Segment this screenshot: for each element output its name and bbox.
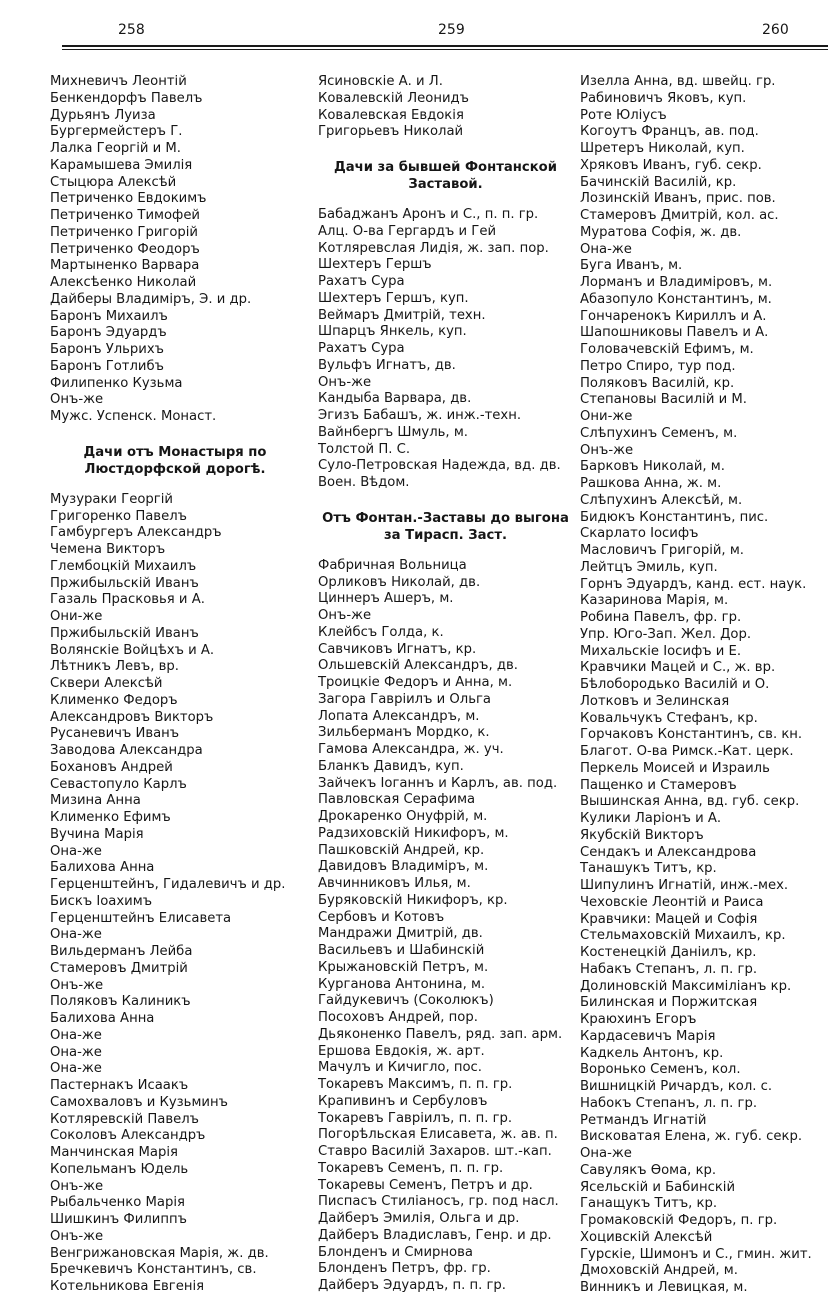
list-item: Загора Гавріилъ и Ольга xyxy=(318,691,491,707)
list-col1-block2 xyxy=(50,492,300,1296)
list-item: Волянскіе Войцѣхъ и А. xyxy=(50,642,215,658)
list-item: Васильевъ и Шабинскій xyxy=(318,943,485,958)
list-item: Горчаковъ Константинъ, св. кн. xyxy=(580,727,803,743)
list-item: Дмоховскій Андрей, м. xyxy=(580,1263,738,1279)
list-item: Рахатъ Сура xyxy=(318,274,405,289)
list-item: Дайберы Владиміръ, Э. и др. xyxy=(50,291,252,307)
list-item: Масловичъ Григорій, м. xyxy=(580,543,744,558)
list-item: Мартыненко Варвара xyxy=(50,258,200,274)
list-item: Кандыба Варвара, дв. xyxy=(318,391,472,407)
list-item: Крапивинъ и Сербуловъ xyxy=(318,1093,488,1109)
list-item: Петриченко Тимофей xyxy=(50,208,201,223)
list-item: Манчинская Марія xyxy=(50,1145,178,1160)
list-col1-block1 xyxy=(50,74,300,426)
column-3 xyxy=(580,74,835,1297)
list-item: Котельникова Евгенія xyxy=(50,1279,205,1294)
list-item: Пржибыльскій Иванъ xyxy=(50,625,199,641)
list-item: Она-же xyxy=(580,1146,632,1161)
list-item: Она-же xyxy=(50,1061,102,1077)
list-item: Писпасъ Стиліаносъ, гр. под насл. xyxy=(318,1194,559,1210)
list-item: Бидюкъ Константинъ, пис. xyxy=(580,509,769,525)
list-item: Громаковскій Федоръ, п. гр. xyxy=(580,1213,778,1228)
list-item: Онъ-же xyxy=(50,977,104,993)
list-item: Гамова Александра, ж. уч. xyxy=(318,742,504,757)
list-item: Пашковскій Андрей, кр. xyxy=(318,842,485,858)
list-item: Лопата Александръ, м. xyxy=(318,708,480,724)
list-item: Токаревы Семенъ, Петръ и др. xyxy=(318,1177,533,1193)
page-number-right: 260 xyxy=(762,22,789,38)
list-item: Степановы Василій и М. xyxy=(580,392,747,408)
list-item: Баронъ Готлибъ xyxy=(50,358,164,374)
list-item: Курганова Антонина, м. xyxy=(318,976,486,992)
list-item: Дурьянъ Луиза xyxy=(50,107,156,123)
list-item: Ковалевскій Леонидъ xyxy=(318,90,469,106)
list-item: Герценштейнъ, Гидалевичъ и др. xyxy=(50,877,286,892)
list-item: Суло-Петровская Надежда, вд. дв. xyxy=(318,458,561,474)
list-col3-block1 xyxy=(580,74,835,1297)
list-item: Когоутъ Францъ, ав. под. xyxy=(580,124,759,140)
list-item: Казаринова Марія, м. xyxy=(580,593,729,609)
list-item: Петриченко Григорій xyxy=(50,224,198,240)
list-item: Мужс. Успенск. Монаст. xyxy=(50,409,217,424)
list-item: Чемена Викторъ xyxy=(50,542,166,557)
list-item: Эгизъ Бабашъ, ж. инж.-техн. xyxy=(318,408,522,423)
list-item: Онъ-же xyxy=(50,1178,104,1194)
list-item: Ершова Евдокія, ж. арт. xyxy=(318,1043,485,1059)
list-item: Веймаръ Дмитрій, техн. xyxy=(318,307,486,323)
list-item: Хряковъ Иванъ, губ. секр. xyxy=(580,157,762,173)
list-item: Григорьевъ Николай xyxy=(318,124,464,140)
list-item: Гурскіе, Шимонъ и С., гмин. жит. xyxy=(580,1246,812,1262)
list-item: Радзиховскій Никифоръ, м. xyxy=(318,825,509,841)
list-item: Ганащукъ Титъ, кр. xyxy=(580,1196,718,1212)
list-item: Ретмандъ Игнатій xyxy=(580,1112,707,1128)
list-item: Воен. Вѣдом. xyxy=(318,475,410,490)
list-item: Сквери Алексѣй xyxy=(50,676,163,691)
list-item: Шехтеръ Гершъ xyxy=(318,257,432,273)
list-item: Мизина Анна xyxy=(50,793,141,809)
list-item: Савулякъ Ѳома, кр. xyxy=(580,1162,717,1178)
list-item: Головачевскій Ефимъ, м. xyxy=(580,342,754,357)
list-item: Вайнбергъ Шмуль, м. xyxy=(318,424,468,440)
list-item: Набокъ Степанъ, л. п. гр. xyxy=(580,1095,758,1111)
list-item: Гамбургеръ Александръ xyxy=(50,525,222,541)
list-item: Клименко Ефимъ xyxy=(50,810,171,825)
list-item: Балихова Анна xyxy=(50,860,155,876)
list-item: Ковалевская Евдокія xyxy=(318,107,464,123)
list-item: Погорѣльская Елисавета, ж. ав. п. xyxy=(318,1127,558,1143)
list-item: Горнъ Эдуардъ, канд. ест. наук. xyxy=(580,576,807,592)
list-item: Крыжановскій Петръ, м. xyxy=(318,959,489,975)
list-item: Вышинская Анна, вд. губ. секр. xyxy=(580,794,800,810)
list-item: Мачулъ и Кичигло, пос. xyxy=(318,1060,482,1076)
list-item: Пржибыльскій Иванъ xyxy=(50,575,199,591)
list-item: Слѣпухинъ Алексѣй, м. xyxy=(580,492,743,508)
list-item: Благот. О-ва Римск.-Кат. церк. xyxy=(580,744,794,759)
list-item: Поляковъ Калиникъ xyxy=(50,994,191,1010)
list-item: Петриченко Феодоръ xyxy=(50,241,200,257)
list-item: Кулики Ларіонъ и А. xyxy=(580,811,722,826)
list-item: Кадкель Антонъ, кр. xyxy=(580,1045,724,1061)
section-heading-tiraspol-gate: Отъ Фонтан.-Заставы до выгона за Тирасп. Заст. xyxy=(322,510,569,543)
list-item: Онъ-же xyxy=(50,392,104,408)
list-item: Пастернакъ Исаакъ xyxy=(50,1078,189,1093)
list-item: Самохваловъ и Кузьминъ xyxy=(50,1094,228,1110)
list-item: Гончаренокъ Кириллъ и А. xyxy=(580,308,767,324)
list-item: Онъ-же xyxy=(580,442,634,458)
list-item: Савчиковъ Игнатъ, кр. xyxy=(318,641,477,657)
list-item: Лалка Георгій и М. xyxy=(50,141,181,156)
list-item: Ковальчукъ Стефанъ, кр. xyxy=(580,710,758,726)
list-item: Ставро Василій Захаров. шт.-кап. xyxy=(318,1144,552,1159)
list-item: Шехтеръ Гершъ, куп. xyxy=(318,290,469,306)
list-item: Шишкинъ Филиппъ xyxy=(50,1212,187,1227)
list-item: Копельманъ Юдель xyxy=(50,1161,189,1177)
list-item: Стельмаховскій Михаилъ, кр. xyxy=(580,928,786,944)
header-rule xyxy=(62,45,828,47)
header-rule-thin xyxy=(62,49,828,50)
list-item: Роте Юліусъ xyxy=(580,107,667,123)
list-item: Стамеровъ Дмитрій, кол. ас. xyxy=(580,208,779,223)
section-heading-fontan-gate: Дачи за бывшей Фонтанской Заставой. xyxy=(334,160,557,192)
list-item: Она-же xyxy=(50,843,102,859)
page-header xyxy=(0,0,840,60)
list-item: Муратова Софія, ж. дв. xyxy=(580,224,742,240)
list-item: Бречкевичъ Константинъ, св. xyxy=(50,1262,257,1278)
list-item: Дрокаренко Онуфрій, м. xyxy=(318,809,488,824)
list-item: Скарлато Іосифъ xyxy=(580,526,699,542)
list-item: Лорманъ и Владиміровъ, м. xyxy=(580,275,773,290)
list-item: Бохановъ Андрей xyxy=(50,759,173,775)
list-item: Алц. О-ва Гергардъ и Гей xyxy=(318,223,497,239)
list-item: Лотковъ и Зелинская xyxy=(580,693,730,709)
list-item: Шапошниковы Павелъ и А. xyxy=(580,325,769,341)
list-item: Дьяконенко Павелъ, ряд. зап. арм. xyxy=(318,1026,563,1042)
list-item: Мандражи Дмитрій, дв. xyxy=(318,926,483,942)
list-item: Троицкіе Федоръ и Анна, м. xyxy=(318,675,513,690)
list-item: Дайберъ Эдуардъ, п. п. гр. xyxy=(318,1278,506,1293)
list-item: Карамышева Эмилія xyxy=(50,157,193,173)
list-item: Давидовъ Владиміръ, м. xyxy=(318,859,489,875)
list-item: Дайберъ Эмилія, Ольга и др. xyxy=(318,1211,520,1226)
list-item: Кравчики: Мацей и Софія xyxy=(580,911,758,927)
list-item: Токаревъ Семенъ, п. п. гр. xyxy=(318,1160,504,1176)
list-item: Висковатая Елена, ж. губ. секр. xyxy=(580,1129,803,1145)
list-col2-block2 xyxy=(318,207,573,492)
list-item: Зайчекъ Іоганнъ и Карлъ, ав. под. xyxy=(318,775,558,791)
list-item: Заводова Александра xyxy=(50,743,203,758)
list-item: Они-же xyxy=(50,609,103,624)
list-item: Ясельскій и Бабинскій xyxy=(580,1179,736,1195)
list-item: Краюхинъ Егоръ xyxy=(580,1012,697,1027)
list-item: Бургермейстеръ Г. xyxy=(50,124,183,140)
list-item: Вильдерманъ Лейба xyxy=(50,944,193,959)
list-item: Фабричная Вольница xyxy=(318,557,467,573)
list-item: Дайберъ Владиславъ, Генр. и др. xyxy=(318,1227,552,1243)
list-item: Лѣтникъ Левъ, вр. xyxy=(50,659,179,675)
list-item: Она-же xyxy=(50,927,102,943)
list-item: Михневичъ Леонтій xyxy=(50,74,187,89)
list-item: Орликовъ Николай, дв. xyxy=(318,574,481,590)
list-item: Воронько Семенъ, кол. xyxy=(580,1062,741,1078)
list-item: Слѣпухинъ Семенъ, м. xyxy=(580,425,738,441)
list-item: Барковъ Николай, м. xyxy=(580,459,725,475)
list-item: Алексѣенко Николай xyxy=(50,275,197,290)
list-item: Блонденъ Петръ, фр. гр. xyxy=(318,1261,491,1277)
list-item: Павловская Серафима xyxy=(318,792,476,808)
list-item: Онъ-же xyxy=(318,374,372,390)
list-item: Музураки Георгій xyxy=(50,491,173,507)
list-item: Сендакъ и Александрова xyxy=(580,844,757,860)
list-item: Петриченко Евдокимъ xyxy=(50,191,207,207)
list-item: Бѣлобородько Василій и О. xyxy=(580,677,770,692)
list-item: Вульфъ Игнатъ, дв. xyxy=(318,357,456,373)
list-item: Александровъ Викторъ xyxy=(50,709,214,725)
list-item: Ольшевскій Александръ, дв. xyxy=(318,658,518,674)
list-item: Посоховъ Андрей, пор. xyxy=(318,1010,478,1025)
list-item: Чеховскіе Леонтій и Раиса xyxy=(580,894,764,910)
list-item: Петро Спиро, тур под. xyxy=(580,358,736,374)
column-2 xyxy=(318,74,573,1295)
list-item: Бачинскій Василій, кр. xyxy=(580,174,737,190)
list-item: Буряковскій Никифоръ, кр. xyxy=(318,892,508,908)
list-item: Сербовъ и Котовъ xyxy=(318,909,445,925)
list-item: Рахатъ Сура xyxy=(318,341,405,356)
page-number-left: 258 xyxy=(118,22,145,38)
list-item: Билинская и Поржитская xyxy=(580,995,758,1011)
list-item: Вишницкій Ричардъ, кол. с. xyxy=(580,1079,773,1094)
list-item: Лейтцъ Эмиль, куп. xyxy=(580,559,718,575)
list-item: Русаневичъ Иванъ xyxy=(50,726,180,742)
list-item: Якубскій Викторъ xyxy=(580,827,704,843)
list-item: Буга Иванъ, м. xyxy=(580,258,683,274)
list-item: Блонденъ и Смирнова xyxy=(318,1244,473,1260)
column-1 xyxy=(50,74,300,1296)
list-item: Пащенко и Стамеровъ xyxy=(580,777,737,793)
list-item: Набакъ Степанъ, л. п. гр. xyxy=(580,961,758,977)
list-item: Газаль Прасковья и А. xyxy=(50,592,205,608)
list-item: Баронъ Эдуардъ xyxy=(50,325,167,341)
list-item: Токаревъ Гавріилъ, п. п. гр. xyxy=(318,1110,513,1126)
list-item: Григоренко Павелъ xyxy=(50,508,187,524)
list-item: Циннеръ Ашеръ, м. xyxy=(318,591,454,607)
section-heading-monastery: Дачи отъ Монастыря по Люстдорфской дорогѣ. xyxy=(83,444,267,477)
list-item: Танашукъ Титъ, кр. xyxy=(580,861,717,877)
list-item: Авчинниковъ Илья, м. xyxy=(318,876,471,891)
list-item: Клейбсъ Голда, к. xyxy=(318,624,444,640)
list-item: Онъ-же xyxy=(50,1228,104,1244)
list-item: Толстой П. С. xyxy=(318,441,411,457)
list-item: Балихова Анна xyxy=(50,1011,155,1026)
list-item: Бабаджанъ Аронъ и С., п. п. гр. xyxy=(318,207,539,222)
list-item: Бискъ Іоахимъ xyxy=(50,893,153,909)
list-item: Бенкендорфъ Павелъ xyxy=(50,90,203,106)
list-item: Винникъ и Левицкая, м. xyxy=(580,1280,748,1295)
list-item: Гайдукевичъ (Соколюкъ) xyxy=(318,993,494,1009)
list-item: Зильберманъ Мордко, к. xyxy=(318,725,490,741)
list-item: Филипенко Кузьма xyxy=(50,375,183,391)
list-col2-block3 xyxy=(318,558,573,1295)
list-item: Венгрижановская Марія, ж. дв. xyxy=(50,1245,269,1261)
page-number-center: 259 xyxy=(438,22,465,38)
list-item: Севастопуло Карлъ xyxy=(50,776,187,792)
list-item: Вучина Марія xyxy=(50,826,144,842)
list-item: Она-же xyxy=(50,1044,102,1060)
list-item: Шретеръ Николай, куп. xyxy=(580,141,745,156)
list-item: Баронъ Ульрихъ xyxy=(50,342,164,357)
list-item: Абазопуло Константинъ, м. xyxy=(580,291,772,307)
list-item: Шпарцъ Янкель, куп. xyxy=(318,324,467,340)
list-item: Соколовъ Александръ xyxy=(50,1128,206,1144)
list-item: Кравчики Мацей и С., ж. вр. xyxy=(580,660,776,676)
list-item: Котляревслая Лидія, ж. зап. пор. xyxy=(318,240,549,256)
list-item: Кардасевичъ Марія xyxy=(580,1028,716,1044)
list-item: Перкель Моисей и Израиль xyxy=(580,760,770,776)
list-item: Герценштейнъ Елисавета xyxy=(50,910,232,926)
list-item: Рашкова Анна, ж. м. xyxy=(580,476,722,491)
list-item: Токаревъ Максимъ, п. п. гр. xyxy=(318,1077,513,1092)
list-item: Рабиновичъ Яковъ, куп. xyxy=(580,90,747,106)
list-item: Котляревскій Павелъ xyxy=(50,1111,200,1127)
list-item: Они-же xyxy=(580,409,633,424)
list-item: Она-же xyxy=(50,1027,102,1043)
list-item: Онъ-же xyxy=(318,608,372,623)
list-col2-block1 xyxy=(318,74,573,141)
list-item: Ясиновскіе А. и Л. xyxy=(318,74,443,89)
list-item: Она-же xyxy=(580,241,632,257)
list-item: Глембоцкій Михаилъ xyxy=(50,558,197,574)
list-item: Шипулинъ Игнатій, инж.-мех. xyxy=(580,878,789,893)
list-item: Изелла Анна, вд. швейц. гр. xyxy=(580,74,776,89)
list-item: Михальскіе Іосифъ и Е. xyxy=(580,643,742,659)
list-item: Стыцюра Алексѣй xyxy=(50,174,177,190)
list-item: Робина Павелъ, фр. гр. xyxy=(580,610,742,625)
list-item: Хоцивскій Алексѣй xyxy=(580,1229,713,1245)
list-item: Долиновскій Максиміліанъ кр. xyxy=(580,978,792,994)
list-item: Поляковъ Василій, кр. xyxy=(580,375,735,391)
list-item: Лозинскій Иванъ, прис. пов. xyxy=(580,191,776,207)
list-item: Рыбальченко Марія xyxy=(50,1195,185,1211)
list-item: Стамеровъ Дмитрій xyxy=(50,960,188,976)
list-item: Костенецкій Даніилъ, кр. xyxy=(580,945,757,960)
list-item: Баронъ Михаилъ xyxy=(50,308,168,324)
list-item: Клименко Федоръ xyxy=(50,692,178,708)
list-item: Бланкъ Давидъ, куп. xyxy=(318,758,464,774)
list-item: Упр. Юго-Зап. Жел. Дор. xyxy=(580,626,752,642)
